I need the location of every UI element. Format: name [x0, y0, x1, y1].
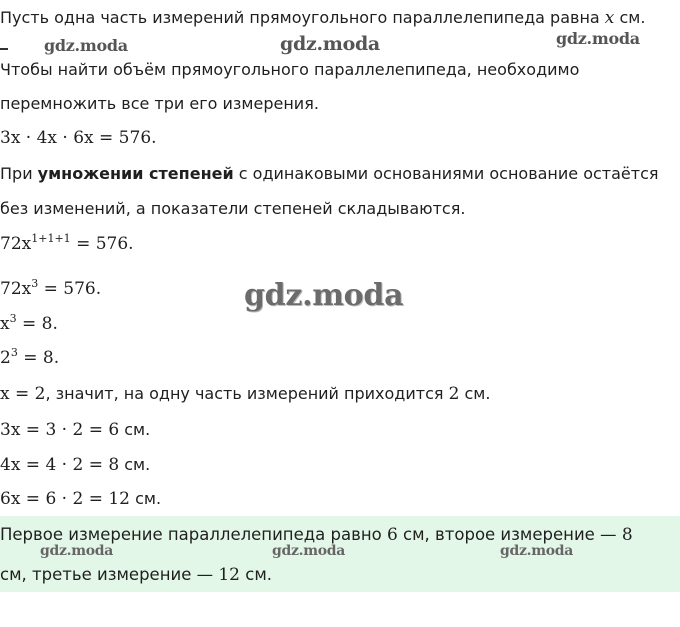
watermark-big: gdz.moda — [244, 278, 404, 313]
text-l1: Пусть одна часть измерений прямоугольного параллелепипеда равна — [0, 8, 605, 27]
equation-3 — [0, 279, 101, 299]
eq8-unit: см. — [129, 489, 162, 508]
watermark-3: gdz.moda — [556, 29, 640, 48]
num-2: 2 — [448, 384, 460, 404]
unit-cm-2: см. — [459, 384, 491, 403]
text-l4-before: При — [0, 164, 38, 183]
unit-cm: см. — [614, 8, 646, 27]
equation-5 — [0, 348, 59, 368]
equation-4 — [0, 314, 58, 334]
watermark-2: gdz.moda — [280, 33, 380, 55]
equation-2 — [0, 234, 134, 254]
eq6-expr: 3x = 3 · 2 = 6 — [0, 420, 120, 440]
eq4-exp: 3 — [9, 312, 17, 325]
watermark-6: gdz.moda — [500, 543, 574, 559]
var-x: x — [604, 8, 615, 28]
eq5-exp: 3 — [10, 346, 18, 359]
answer-p2: см, второе измерение — — [397, 525, 622, 544]
watermark-4: gdz.moda — [40, 543, 114, 559]
equation-7 — [0, 455, 150, 475]
text-l4-after: с одинаковыми основаниями основание остаётся — [233, 164, 659, 183]
text-line-4 — [0, 164, 659, 184]
eq6-unit: см. — [119, 420, 151, 439]
eq3-rest: = 576. — [38, 279, 102, 299]
equation-1: 3x · 4x · 6x = 576. — [0, 128, 157, 148]
answer-n3: 12 — [218, 565, 240, 585]
answer-n1: 6 — [386, 525, 398, 545]
eq7-unit: см. — [119, 455, 151, 474]
eq2-base: 72x — [0, 234, 32, 254]
eq2-exp: 1+1+1 — [31, 232, 71, 245]
watermark-5: gdz.moda — [272, 543, 346, 559]
eq4-rest: = 8. — [16, 314, 58, 334]
text-line-3: перемножить все три его измерения. — [0, 94, 319, 113]
answer-n2: 8 — [621, 525, 633, 545]
text-l6: , значит, на одну часть измерений приходится — [45, 384, 449, 403]
eq2-rest: = 576. — [70, 234, 134, 254]
answer-p4: см. — [240, 565, 273, 584]
answer-line-1 — [0, 525, 633, 545]
divider-dash — [0, 48, 8, 50]
eq4-base: x — [0, 314, 10, 334]
text-line-5: без изменений, а показатели степеней складываются. — [0, 199, 466, 218]
answer-line-2 — [0, 565, 272, 585]
text-line-6 — [0, 384, 490, 404]
eq3-base: 72x — [0, 279, 32, 299]
watermark-1: gdz.moda — [44, 36, 128, 55]
text-line-2: Чтобы найти объём прямоугольного параллелепипеда, необходимо — [0, 60, 580, 79]
answer-p1: Первое измерение параллелепипеда равно — [0, 525, 387, 544]
equation-6 — [0, 420, 150, 440]
equation-8 — [0, 489, 161, 509]
eq5-base: 2 — [0, 348, 11, 368]
text-line-1 — [0, 8, 645, 28]
eq3-exp: 3 — [31, 277, 39, 290]
text-l4-bold: умножении степеней — [37, 164, 234, 183]
eq-x-2: x = 2 — [0, 384, 46, 404]
answer-p3: см, третье измерение — — [0, 565, 219, 584]
eq8-expr: 6x = 6 · 2 = 12 — [0, 489, 130, 509]
eq5-rest: = 8. — [17, 348, 60, 368]
eq7-expr: 4x = 4 · 2 = 8 — [0, 455, 120, 475]
